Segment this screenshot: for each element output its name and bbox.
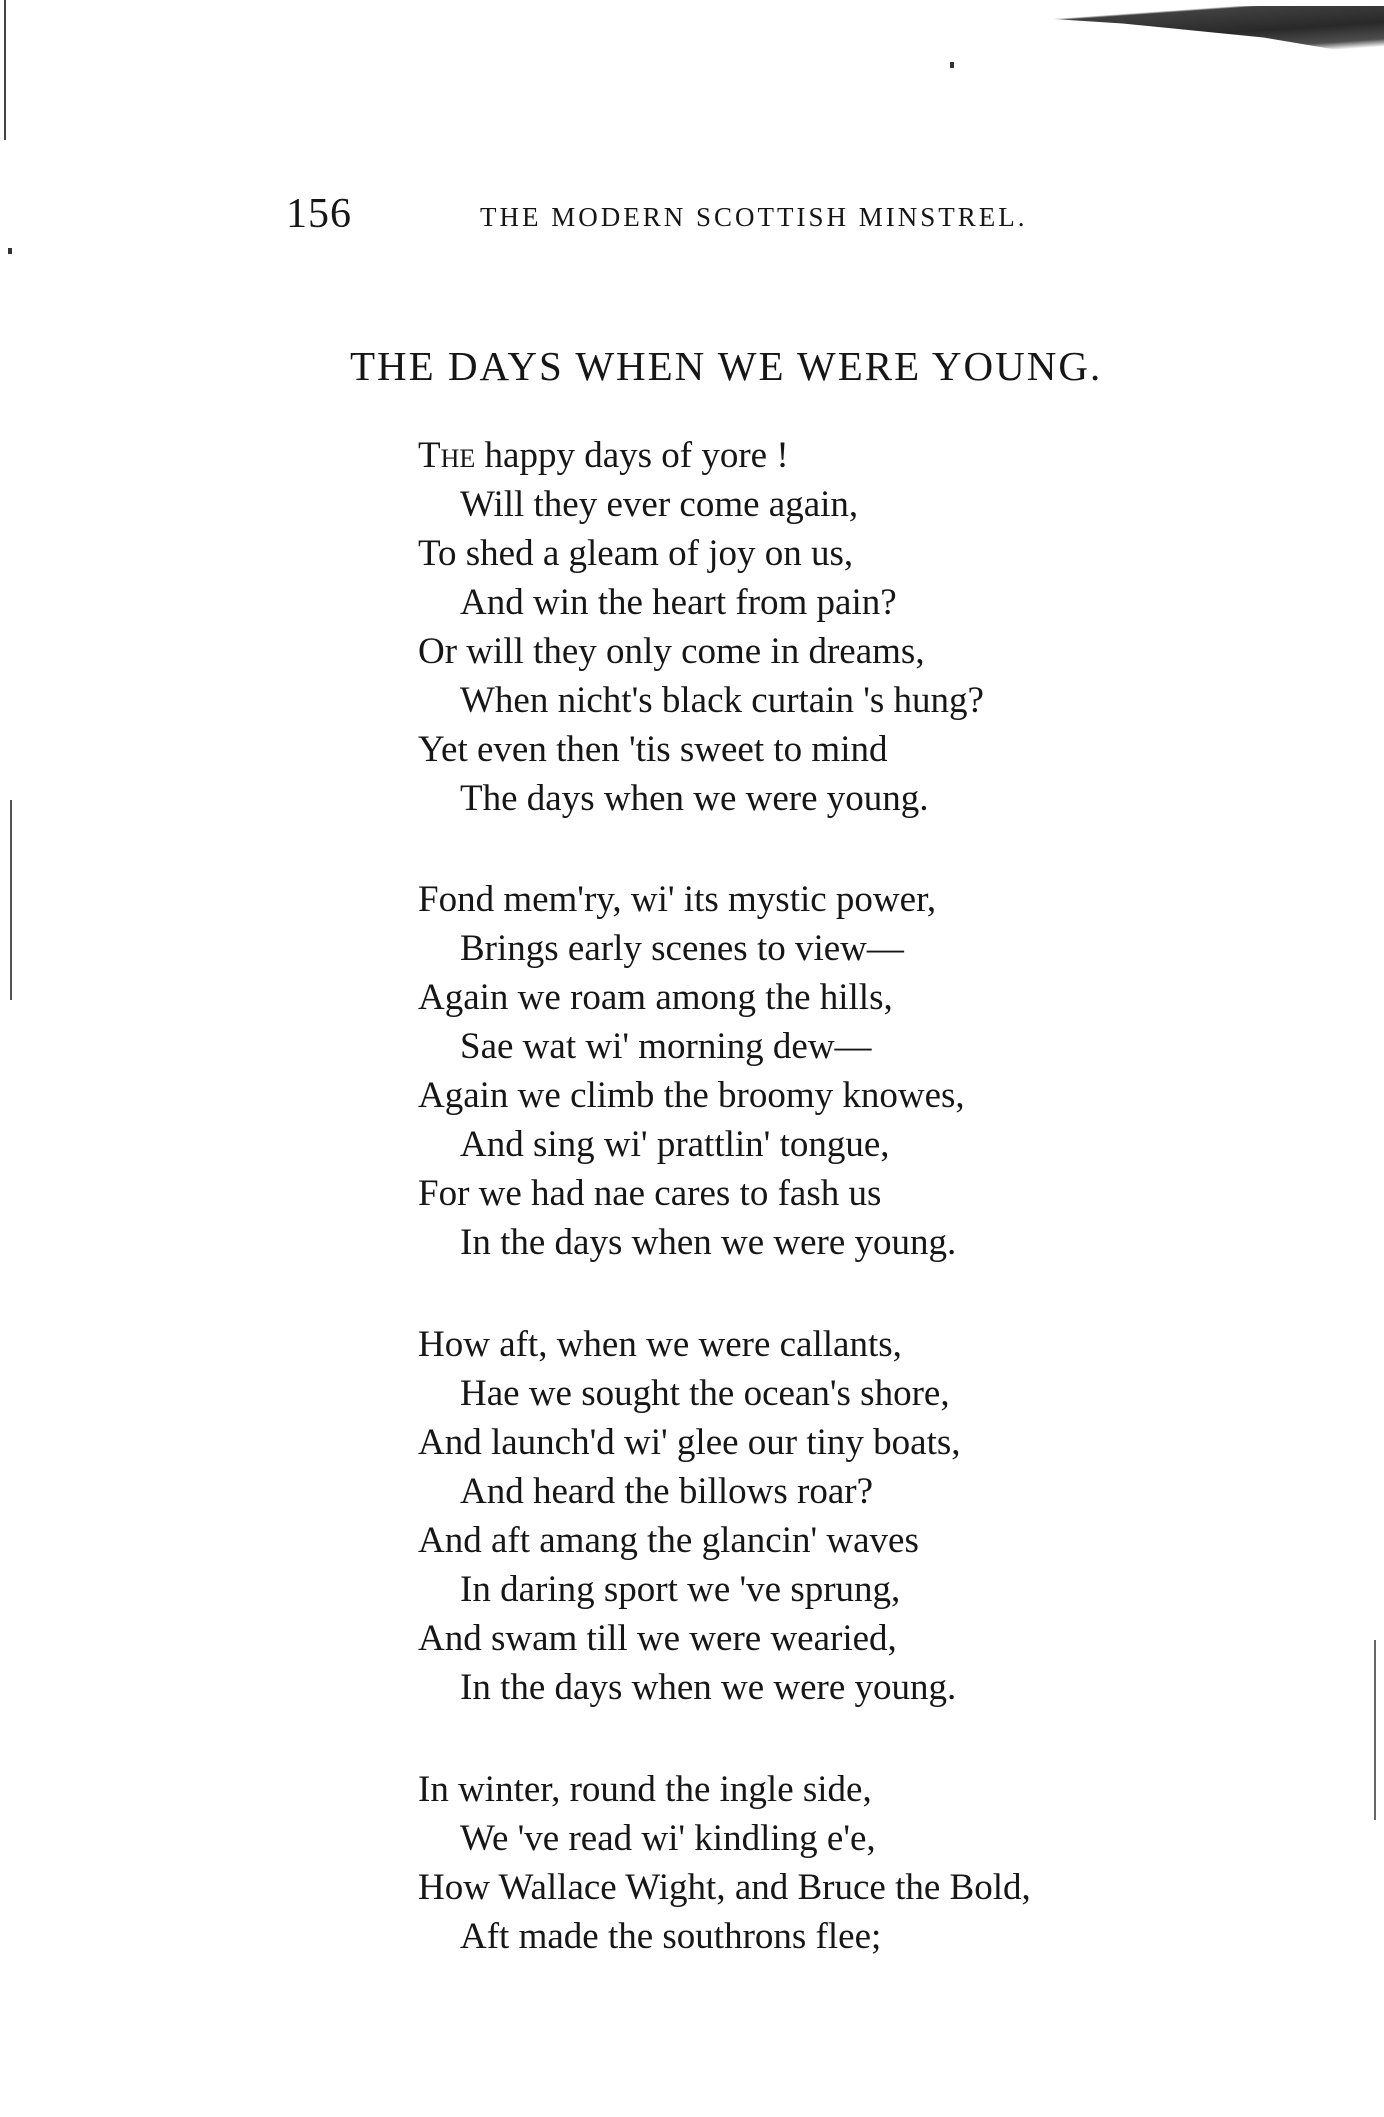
opening-word: The — [418, 435, 476, 476]
running-head: THE MODERN SCOTTISH MINSTREL. — [480, 202, 1028, 232]
poem-line: And win the heart from pain? — [460, 582, 897, 623]
poem-line: Brings early scenes to view— — [460, 928, 904, 969]
poem-line: The happy days of yore ! — [418, 435, 789, 476]
poem-line: Again we roam among the hills, — [418, 977, 893, 1018]
scan-shadow-mark — [982, 6, 1384, 76]
poem-title: THE DAYS WHEN WE WERE YOUNG. — [350, 343, 1103, 389]
poem-line: In the days when we were young. — [460, 1222, 957, 1263]
poem-line: And swam till we were wearied, — [418, 1618, 897, 1659]
poem-line: And heard the billows roar? — [460, 1471, 874, 1512]
poem-line: When nicht's black curtain 's hung? — [460, 680, 984, 721]
scan-edge-line — [4, 0, 6, 140]
poem-line: And launch'd wi' glee our tiny boats, — [418, 1422, 961, 1463]
poem-line: Hae we sought the ocean's shore, — [460, 1373, 950, 1414]
poem-line: For we had nae cares to fash us — [418, 1173, 882, 1214]
poem-line: Sae wat wi' morning dew— — [460, 1026, 872, 1067]
poem-line: Will they ever come again, — [460, 484, 859, 525]
poem-line: Again we climb the broomy knowes, — [418, 1075, 965, 1116]
scan-dot — [950, 62, 954, 68]
scan-edge-line — [10, 800, 12, 1000]
poem-line: Yet even then 'tis sweet to mind — [418, 729, 888, 770]
poem-line: And aft amang the glancin' waves — [418, 1520, 919, 1561]
scan-edge-line — [1374, 1640, 1376, 1820]
poem-line: We 've read wi' kindling e'e, — [460, 1818, 876, 1859]
scan-dot — [8, 248, 12, 254]
poem-line: How Wallace Wight, and Bruce the Bold, — [418, 1867, 1031, 1908]
poem-line: Fond mem'ry, wi' its mystic power, — [418, 879, 937, 920]
poem-line: In winter, round the ingle side, — [418, 1769, 872, 1810]
poem-line: How aft, when we were callants, — [418, 1324, 902, 1365]
page-number: 156 — [286, 191, 352, 237]
page-header — [0, 190, 1384, 240]
poem-line: To shed a gleam of joy on us, — [418, 533, 854, 574]
poem-line: And sing wi' prattlin' tongue, — [460, 1124, 890, 1165]
poem-line: The days when we were young. — [460, 778, 929, 819]
poem-line: In daring sport we 've sprung, — [460, 1569, 901, 1610]
poem-line: In the days when we were young. — [460, 1667, 957, 1708]
poem-line: Aft made the southrons flee; — [460, 1916, 882, 1957]
poem-line: Or will they only come in dreams, — [418, 631, 925, 672]
